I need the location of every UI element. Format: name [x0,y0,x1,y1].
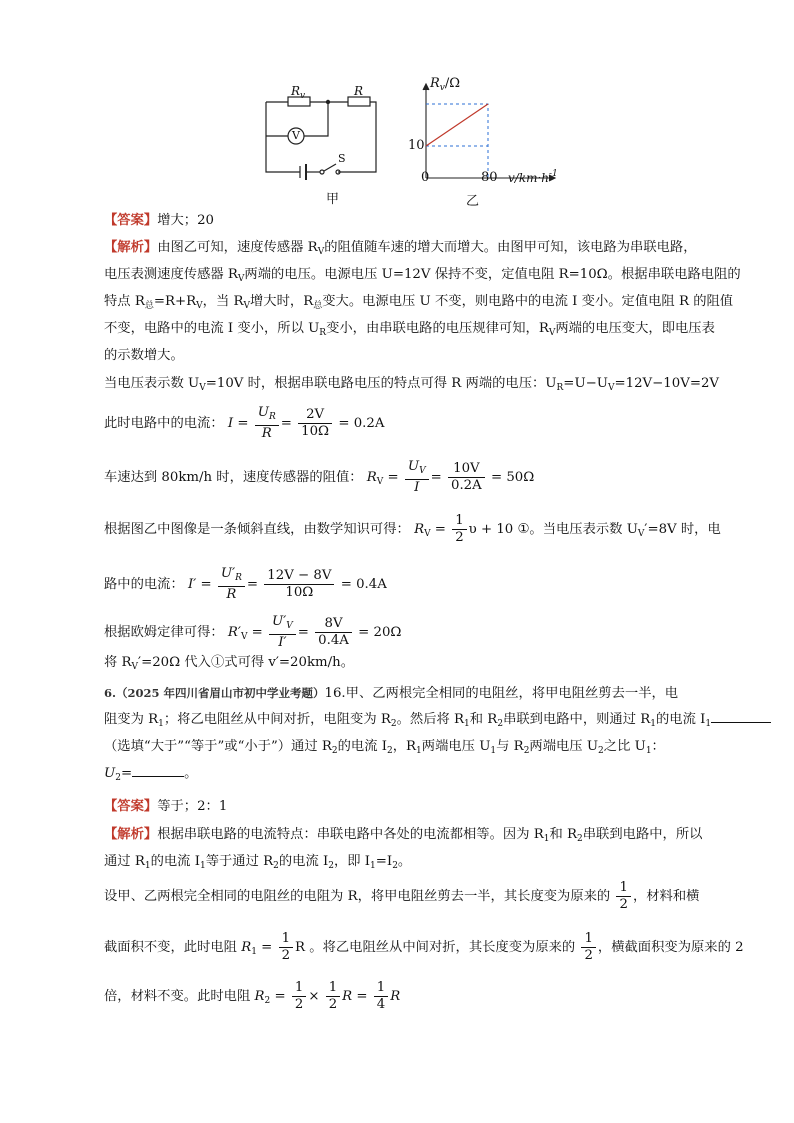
q5-current-8v: 路中的电流： I′ = $\frac{U'_R}{R}$ = $\frac{12V - 8V}{10\Omega}$ = 0.4A [104,566,387,602]
q6-analysis-line2: 通过 $R_1$的电流 $I_1$等于通过 $R_2$的电流 $I_2$，即 $I_1=I_2$。 [104,854,412,871]
q5-answer: 【答案】增大；20 [104,213,214,228]
q5-resistance-step: 车速达到 80km/h 时，速度传感器的阻值： $R_V$ = $\frac{U_V}{I}$ = $\frac{10V}{0.2A}$ = 50Ω [104,459,535,495]
graph-y-label: $R_v/\Omega$ [430,76,461,93]
q6-analysis-line1: 【解析】根据串联电路的电流特点：串联电路中各处的电流都相等。因为 $R_1$和 $R_2$串联到电路中，所以 [104,827,703,844]
circuit-diagram [258,80,388,190]
q6-question-line2: 阻变为 $R_1$；将乙电阻丝从中间对折，电阻变为 $R_2$。然后将 $R_1$和 $R_2$串联到电路中，则通过 $R_1$的电流 $I_1$ [104,710,771,734]
q5-current-step: 此时电路中的电流： I = $\frac{U_R}{R}$ = $\frac{2V}{10\Omega}$ = 0.2A [104,405,385,441]
q5-analysis-line3: 特点 $R_总=R+R_V$，当 $R_V$增大时，$R_总$变大。电源电压 U 不变，则电路中的电流 I 变小。定值电阻 R 的阻值 [104,294,734,311]
q6-answer: 【答案】等于；2：1 [104,799,228,814]
q6-blank-1[interactable] [711,710,771,723]
graph-x-origin: 0 [421,170,430,185]
q6-analysis-line3: 设甲、乙两根完全相同的电阻丝的电阻为 R，将甲电阻丝剪去一半，其长度变为原来的 $\frac{1}{2}$ ，材料和横 [104,880,700,912]
circuit-label-rv: $R_v$ [291,84,306,101]
q5-analysis-line5: 的示数增大。 [104,348,184,363]
q5-analysis-line4: 不变，电路中的电流 I 变小，所以 $U_R$变小，由串联电路的电压规律可知，$R_V$两端的电压变大，即电压表 [104,321,715,338]
circuit-label-r: R [354,84,364,98]
q6-blank-2[interactable] [132,764,184,777]
q6-question-line1: 6.（2025 年四川省眉山市初中学业考题）16.甲、乙两根完全相同的电阻丝，将甲电阻丝剪去一半，电 [104,686,679,701]
circuit-label-v: V [292,129,300,142]
q5-analysis-line1: 【解析】由图乙可知，速度传感器 $R_V$的阻值随车速的增大而增大。由图甲可知，该电路为串联电路， [104,240,697,257]
q6-analysis-line5: 倍，材料不变。此时电阻 $R_2$ = $\frac{1}{2}$ × $\frac{1}{2}$ R = $\frac{1}{4}$ R [104,980,401,1012]
circuit-caption: 甲 [326,192,340,207]
graph-x-tick: 80 [481,170,498,185]
graph-x-label: $v/km\cdot h^{-1}$ [508,169,558,185]
q5-linear-relation: 根据图乙中图像是一条倾斜直线，由数学知识可得： $R_V$ = $\frac{1}{2}$ υ + 10 ①。当电压表示数 $U_V'=8V$ 时，电 [104,513,721,545]
circuit-label-s: S [338,152,346,165]
q6-question-line4: $U_2=$ 。 [104,766,198,783]
graph-caption: 乙 [466,194,480,209]
q6-analysis-line4: 截面积不变，此时电阻 $R_1$ = $\frac{1}{2}$ R 。将乙电阻丝从中间对折，其长度变为原来的 $\frac{1}{2}$ ，横截面积变为原来的 2 [104,931,744,963]
q5-final-substitution: 将 $R_V'=20\Omega$ 代入①式可得 v′=20km/h。 [104,655,354,672]
q5-analysis-line2: 电压表测速度传感器 $R_V$两端的电压。电源电压 U=12V 保持不变，定值电阻 R=10Ω。根据串联电路电阻的 [104,267,741,284]
q6-question-line3: （选填“大于”“等于”或“小于”）通过 $R_2$的电流 $I_2$，$R_1$两端电压 $U_1$与 $R_2$两端电压 $U_2$之比 $U_1$： [104,739,665,756]
q5-ohm-law: 根据欧姆定律可得： $R'_V$ = $\frac{U'_V}{I'}$ = $\frac{8V}{0.4A}$ = 20Ω [104,614,402,650]
graph-y-tick: 10 [408,138,425,153]
q5-voltage-step: 当电压表示数 $U_V=10V$ 时，根据串联电路电压的特点可得 R 两端的电压：$U_R=U-U_V=12V-10V=2V$ [104,376,720,393]
